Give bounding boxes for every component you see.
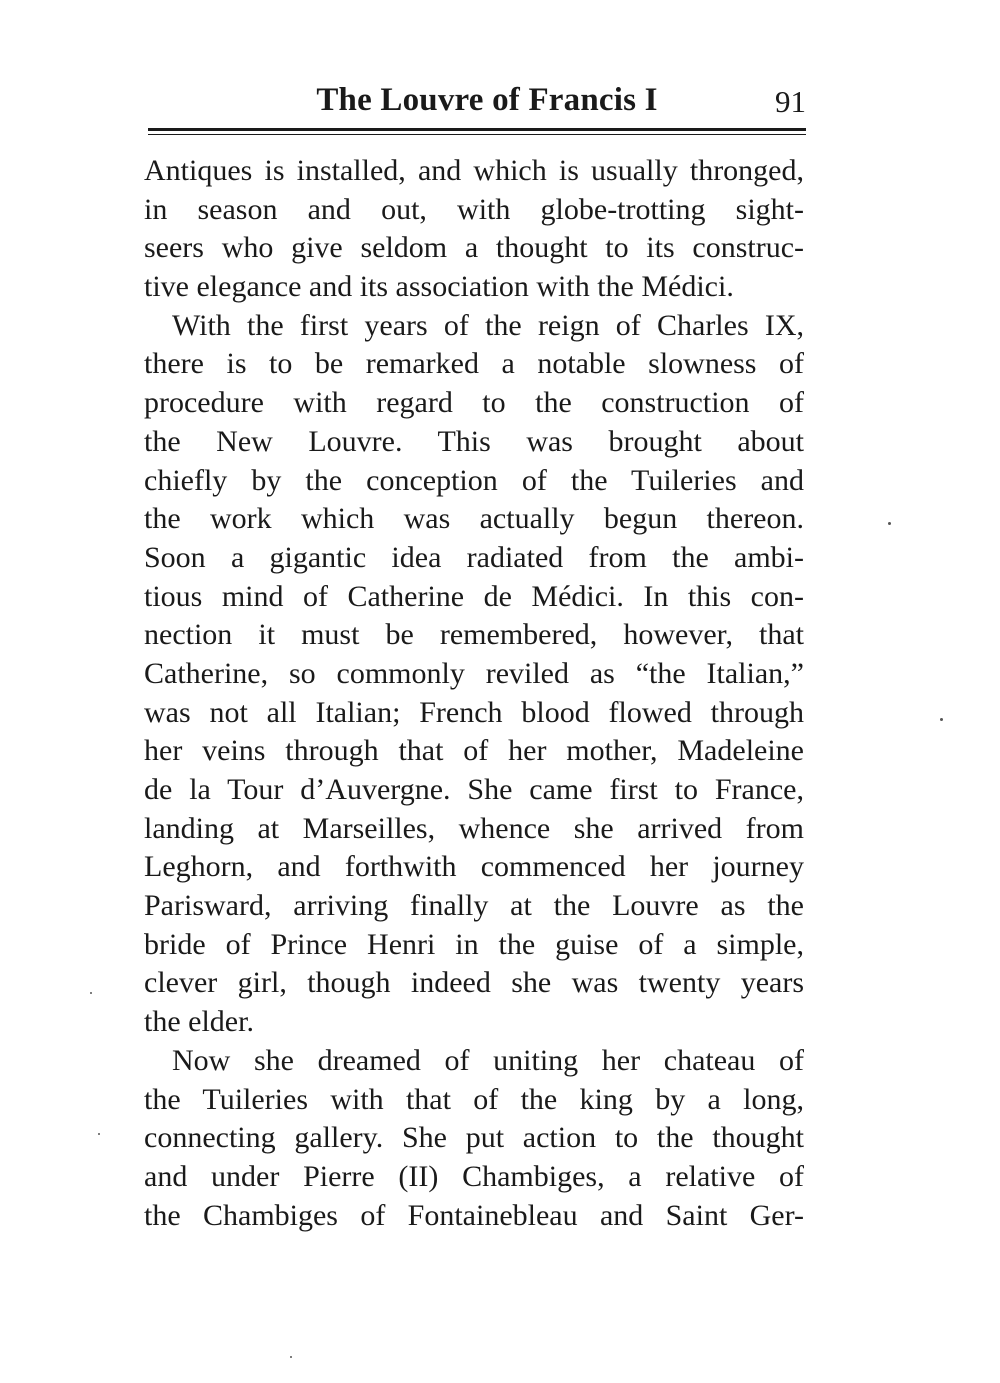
page-number: 91: [775, 84, 806, 119]
text-line: seers who give seldom a thought to its construc-: [144, 231, 804, 265]
text-line: the Tuileries with that of the king by a long,: [144, 1082, 804, 1116]
text-line: Catherine, so commonly reviled as “the Italian,”: [144, 656, 804, 690]
text-line: in season and out, with globe-trotting sight-: [144, 192, 804, 226]
text-line: the work which was actually begun thereon.: [144, 502, 804, 536]
text-line: chiefly by the conception of the Tuileries and: [144, 463, 804, 497]
text-line: landing at Marseilles, whence she arrived from: [144, 811, 804, 845]
text-line: Antiques is installed, and which is usually thronged,: [144, 154, 804, 187]
text-line: de la Tour d’Auvergne. She came first to France,: [144, 773, 804, 806]
text-line: bride of Prince Henri in the guise of a simple,: [144, 927, 804, 961]
text-line: Now she dreamed of uniting her chateau of: [172, 1043, 804, 1077]
header-rule-thick: [148, 128, 806, 131]
text-line: her veins through that of her mother, Madeleine: [144, 734, 804, 768]
header-rule-thin: [148, 134, 806, 135]
text-line: was not all Italian; French blood flowed through: [144, 695, 804, 729]
running-head: [148, 82, 806, 126]
text-line: connecting gallery. She put action to the thought: [144, 1121, 804, 1155]
body-text: [144, 152, 804, 1235]
text-line: tive elegance and its association with the Médici.: [144, 270, 734, 304]
text-line: there is to be remarked a notable slowness of: [144, 347, 804, 381]
running-title: The Louvre of Francis I: [316, 82, 658, 118]
text-line: the elder.: [144, 1005, 254, 1039]
text-line: With the first years of the reign of Charles IX,: [172, 308, 804, 342]
text-line: Leghorn, and forthwith commenced her journey: [144, 850, 804, 884]
text-line: clever girl, though indeed she was twenty years: [144, 966, 804, 1000]
scan-speck: [940, 718, 943, 721]
text-line: procedure with regard to the construction of: [144, 386, 804, 420]
text-line: Parisward, arriving finally at the Louvre as the: [144, 889, 804, 923]
text-line: the Chambiges of Fontainebleau and Saint Ger-: [144, 1198, 804, 1232]
scan-speck: [290, 1356, 292, 1358]
text-line: and under Pierre (II) Chambiges, a relative of: [144, 1159, 804, 1193]
scan-speck: [90, 992, 92, 994]
text-line: tious mind of Catherine de Médici. In this con-: [144, 579, 804, 613]
scan-speck: [98, 1133, 100, 1135]
scan-speck: [888, 522, 891, 525]
text-line: Soon a gigantic idea radiated from the ambi-: [144, 540, 804, 574]
text-line: the New Louvre. This was brought about: [144, 424, 804, 458]
text-line: nection it must be remembered, however, that: [144, 618, 804, 652]
